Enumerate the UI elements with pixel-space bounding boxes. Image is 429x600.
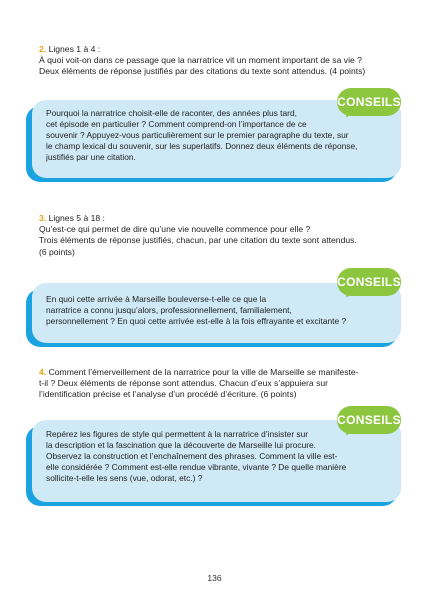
conseils-badge bbox=[337, 88, 401, 118]
advice-line: En quoi cette arrivée à Marseille bouleverse-t-elle ce que la bbox=[46, 294, 267, 304]
question-title: Comment l’émerveillement de la narratrice pour la ville de Marseille se manifeste- bbox=[48, 367, 359, 377]
question-line: À quoi voit-on dans ce passage que la narratrice vit un moment important de sa vie ? bbox=[39, 55, 362, 66]
badge-label: CONSEILS bbox=[337, 88, 401, 116]
advice-line: souvenir ? Appuyez-vous particulièrement sur le premier paragraphe du texte, sur bbox=[46, 130, 349, 140]
question-line: Deux éléments de réponse justifiés par des citations du texte sont attendus. (4 points) bbox=[39, 66, 366, 77]
question-number: 2. bbox=[39, 44, 47, 54]
question-title: Lignes 1 à 4 : bbox=[48, 44, 101, 54]
question-line: Qu’est-ce qui permet de dire qu’une vie nouvelle commence pour elle ? bbox=[39, 224, 311, 235]
advice-line: sollicite-t-elle les sens (vue, odorat, etc.) ? bbox=[46, 473, 203, 483]
question-3 bbox=[39, 213, 399, 258]
question-line: (6 points) bbox=[39, 246, 75, 257]
question-number: 4. bbox=[39, 367, 47, 377]
advice-line: Observez la construction et l’enchaînement des phrases. Comment la ville est- bbox=[46, 451, 338, 461]
badge-label: CONSEILS bbox=[337, 268, 401, 296]
advice-text bbox=[46, 429, 379, 484]
advice-line: la description et la fascination que la découverte de Marseille lui procure. bbox=[46, 440, 317, 450]
conseils-badge bbox=[337, 406, 401, 436]
question-line: Trois éléments de réponse justifiés, chacun, par une citation du texte sont attendus. bbox=[39, 235, 357, 246]
advice-text bbox=[46, 108, 379, 163]
advice-line: Repérez les figures de style qui permettent à la narratrice d’insister sur bbox=[46, 429, 309, 439]
advice-line: narratrice a connu jusqu’alors, professionnellement, familialement, bbox=[46, 305, 292, 315]
advice-line: justifiés par une citation. bbox=[46, 152, 136, 162]
page-number: 136 bbox=[207, 573, 222, 583]
conseils-badge bbox=[337, 268, 401, 298]
question-line: t-il ? Deux éléments de réponse sont attendus. Chacun d’eux s’appuiera sur bbox=[39, 378, 329, 389]
question-title: Lignes 5 à 18 : bbox=[48, 213, 105, 223]
advice-text bbox=[46, 294, 379, 327]
question-2 bbox=[39, 44, 399, 78]
question-4 bbox=[39, 367, 399, 401]
advice-line: Pourquoi la narratrice choisit-elle de raconter, des années plus tard, bbox=[46, 108, 297, 118]
question-number: 3. bbox=[39, 213, 47, 223]
badge-label: CONSEILS bbox=[337, 406, 401, 434]
question-line: l’identification précise et l’analyse d’un procédé d’écriture. (6 points) bbox=[39, 389, 297, 400]
advice-line: personnellement ? En quoi cette arrivée est-elle à la fois effrayante et excitante ? bbox=[46, 316, 347, 326]
advice-line: cet épisode en particulier ? Comment comprend-on l’importance de ce bbox=[46, 119, 307, 129]
advice-line: le champ lexical du souvenir, sur les superlatifs. Donnez deux éléments de réponse, bbox=[46, 141, 358, 151]
advice-line: elle considérée ? Comment est-elle rendue vibrante, vivante ? De quelle manière bbox=[46, 462, 347, 472]
